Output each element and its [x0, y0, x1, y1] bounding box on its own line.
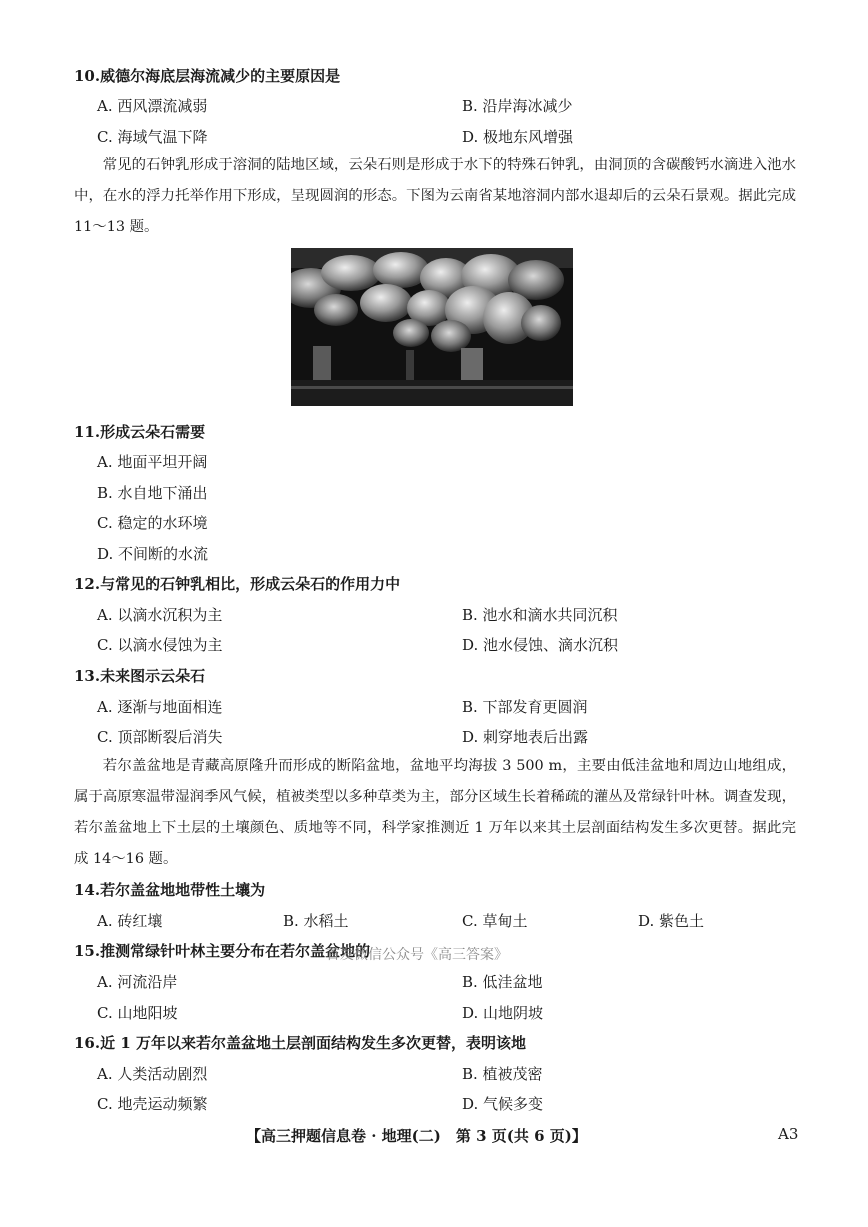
question-11-stem: 11.形成云朵石需要: [74, 423, 206, 441]
passage-zoige-basin: 若尔盖盆地是青藏高原隆升而形成的断陷盆地，盆地平均海拔 3 500 m，主要由低洼盆地和周边山地组成，属于高原寒温带湿润季风气候，植被类型以多种草类为主，部分区域生长着稀疏的灌丛及常绿针叶林。调查发现，若尔盖盆地上下土层的土壤颜色、质地等不同，科学家推测近 1 万年以来其土层剖面结构发生多次更替。据此完成 14～16 题。: [74, 758, 796, 867]
question-12-stem: 12.与常见的石钟乳相比，形成云朵石的作用力中: [74, 575, 401, 593]
question-16-option-a: A. 人类活动剧烈: [97, 1065, 208, 1083]
question-16-option-d: D. 气候多变: [462, 1095, 544, 1113]
question-13-option-b: B. 下部发育更圆润: [462, 698, 588, 716]
question-10-option-b: B. 沿岸海冰减少: [462, 97, 573, 115]
page-footer-title: 【高三押题信息卷 · 地理(二) 第 3 页(共 6 页)】: [246, 1127, 587, 1145]
question-16-stem: 16.近 1 万年以来若尔盖盆地土层剖面结构发生多次更替，表明该地: [74, 1034, 526, 1052]
cloud-stone-photo: [291, 248, 573, 406]
question-15-option-b: B. 低洼盆地: [462, 973, 543, 991]
passage-cloud-stone: 常见的石钟乳形成于溶洞的陆地区域，云朵石则是形成于水下的特殊石钟乳，由洞顶的含碳酸钙水滴进入池水中，在水的浮力托举作用下形成，呈现圆润的形态。下图为云南省某地溶洞内部水退却后的云朵石景观。据此完成 11～13 题。: [74, 157, 796, 235]
question-13-option-a: A. 逐渐与地面相连: [97, 698, 223, 716]
question-12-option-a: A. 以滴水沉积为主: [97, 606, 223, 624]
watermark-text: 首发微信公众号《高三答案》: [326, 947, 508, 963]
question-10-option-d: D. 极地东风增强: [462, 128, 574, 146]
question-10-option-a: A. 西风漂流减弱: [97, 97, 208, 115]
question-12-option-c: C. 以滴水侵蚀为主: [97, 636, 223, 654]
question-16-option-c: C. 地壳运动频繁: [97, 1095, 208, 1113]
question-13-stem: 13.未来图示云朵石: [74, 667, 206, 685]
cloud-stone-image: [291, 248, 573, 406]
question-14-option-c: C. 草甸土: [462, 912, 528, 930]
question-15-option-c: C. 山地阳坡: [97, 1004, 178, 1022]
question-11-option-d: D. 不间断的水流: [97, 545, 209, 563]
question-14-option-a: A. 砖红壤: [97, 912, 163, 930]
question-14-option-d: D. 紫色土: [638, 912, 705, 930]
question-13-option-d: D. 刺穿地表后出露: [462, 728, 589, 746]
question-15-stem: 15.推测常绿针叶林主要分布在若尔盖盆地的: [74, 942, 371, 960]
question-12-option-d: D. 池水侵蚀、滴水沉积: [462, 636, 619, 654]
question-10-option-c: C. 海域气温下降: [97, 128, 208, 146]
question-11-option-a: A. 地面平坦开阔: [97, 453, 208, 471]
question-16-option-b: B. 植被茂密: [462, 1065, 543, 1083]
question-15-option-d: D. 山地阴坡: [462, 1004, 544, 1022]
question-11-option-c: C. 稳定的水环境: [97, 514, 208, 532]
question-14-option-b: B. 水稻土: [283, 912, 349, 930]
question-14-stem: 14.若尔盖盆地地带性土壤为: [74, 881, 266, 899]
page-footer-code: A3: [778, 1125, 799, 1143]
question-13-option-c: C. 顶部断裂后消失: [97, 728, 223, 746]
question-15-option-a: A. 河流沿岸: [97, 973, 178, 991]
question-12-option-b: B. 池水和滴水共同沉积: [462, 606, 618, 624]
question-11-option-b: B. 水自地下涌出: [97, 484, 208, 502]
question-10-stem: 10.威德尔海底层海流减少的主要原因是: [74, 67, 341, 85]
